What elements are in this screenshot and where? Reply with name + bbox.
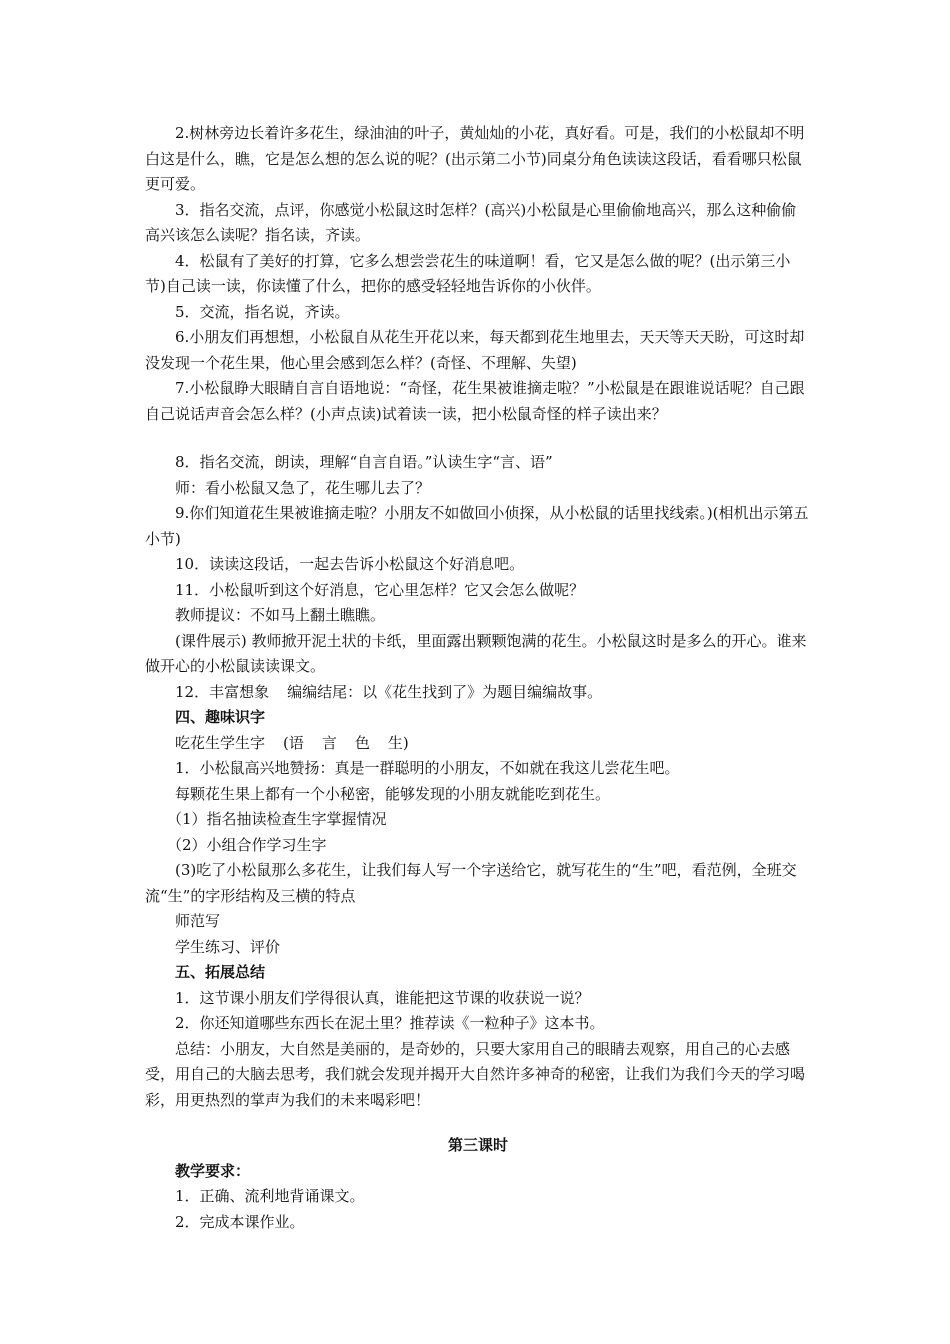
spacer (145, 1113, 811, 1133)
paragraph: 5．交流，指名说，齐读。 (175, 302, 350, 321)
char-item: 色 (354, 733, 370, 752)
paragraph: 教师提议：不如马上翻土瞧瞧。 (175, 606, 386, 624)
paragraph: 10．读读这段话，一起去告诉小松鼠这个好消息吧。 (175, 555, 525, 573)
paragraph: 2.树林旁边长着许多花生，绿油油的叶子，黄灿灿的小花，真好看。可是，我们的小松鼠却不明白这是什么，瞧，它是怎么想的怎么说的呢？(出示第二小节)同桌分角色读读这段话，看看哪只松鼠更可爱。 (145, 124, 805, 193)
char-item: 言 (321, 733, 337, 752)
section-heading: 教学要求： (175, 1161, 251, 1180)
document-body (145, 121, 811, 1235)
section-heading: 四、趣味识字 (175, 708, 266, 726)
paragraph (145, 731, 811, 757)
paragraph: 6.小朋友们再想想，小松鼠自从花生开花以来，每天都到花生地里去，天天等天天盼，可这时却没发现一个花生果，他心里会感到怎么样？(奇怪、不理解、失望) (145, 328, 805, 372)
char-item: 生) (387, 733, 409, 752)
paragraph: （1）指名抽读检查生字掌握情况 (167, 810, 387, 828)
paragraph: 11．小松鼠听到这个好消息，它心里怎样？它又会怎么做呢？ (175, 580, 585, 599)
paragraph: 8．指名交流，朗读，理解“自言自语。”认读生字“言、语” (175, 453, 553, 471)
paragraph: 4．松鼠有了美好的打算，它多么想尝尝花生的味道啊！看，它又是怎么做的呢？(出示第三小节)自己读一读，你读懂了什么，把你的感受轻轻地告诉你的小伙伴。 (145, 251, 791, 295)
paragraph: (3)吃了小松鼠那么多花生，让我们每人写一个字送给它，就写花生的“生”吧，看范例，全班交流“生”的字形结构及三横的特点 (145, 861, 797, 905)
paragraph: 师：看小松鼠又急了，花生哪儿去了？ (175, 478, 431, 497)
paragraph: 9.你们知道花生果被谁摘走啦？小朋友不如做回小侦探，从小松鼠的话里找线索。)(相机出示第五小节) (145, 504, 809, 548)
paragraph: 2．你还知道哪些东西长在泥土里？推荐读《一粒种子》这本书。 (175, 1014, 605, 1032)
subheading-text: 吃花生学生字 (175, 733, 266, 752)
item-body-text: 编编结尾：以《花生找到了》为题目编编故事。 (287, 682, 603, 701)
paragraph: 学生练习、评价 (175, 937, 281, 956)
paragraph: 1．正确、流利地背诵课文。 (175, 1187, 365, 1205)
section-heading: 五、拓展总结 (175, 963, 266, 981)
paragraph: 1．这节课小朋友们学得很认真，谁能把这节课的收获说一说？ (175, 988, 590, 1007)
item-number-text: 12．丰富想象 (175, 682, 270, 701)
paragraph: 3．指名交流，点评，你感觉小松鼠这时怎样？(高兴)小松鼠是心里偷偷地高兴，那么这种偷偷高兴该怎么读呢？指名读，齐读。 (145, 200, 797, 244)
paragraph (145, 680, 811, 706)
paragraph: 师范写 (175, 912, 221, 930)
lesson-title: 第三课时 (447, 1136, 508, 1154)
paragraph: 每颗花生果上都有一个小秘密，能够发现的小朋友就能吃到花生。 (175, 784, 611, 803)
paragraph: 2．完成本课作业。 (175, 1212, 305, 1231)
paragraph: (课件展示) 教师掀开泥土状的卡纸，里面露出颗颗饱满的花生。小松鼠这时是多么的开心。谁来做开心的小松鼠读读课文。 (145, 631, 807, 675)
char-item: (语 (283, 733, 304, 752)
paragraph: 1．小松鼠高兴地赞扬：真是一群聪明的小朋友，不如就在我这儿尝花生吧。 (175, 759, 680, 777)
spacer (145, 427, 811, 450)
paragraph: 7.小松鼠睁大眼睛自言自语地说：“奇怪，花生果被谁摘走啦？”小松鼠是在跟谁说话呢？自己跟自己说话声音会怎么样？(小声点读)试着读一读，把小松鼠奇怪的样子读出来？ (145, 379, 805, 423)
paragraph: （2）小组合作学习生字 (167, 835, 327, 854)
paragraph: 总结：小朋友，大自然是美丽的，是奇妙的，只要大家用自己的眼睛去观察，用自己的心去感受，用自己的大脑去思考，我们就会发现并揭开大自然许多神奇的秘密，让我们为我们今天的学习喝彩，用更热烈的掌声为我们的未来喝彩吧！ (145, 1039, 806, 1109)
